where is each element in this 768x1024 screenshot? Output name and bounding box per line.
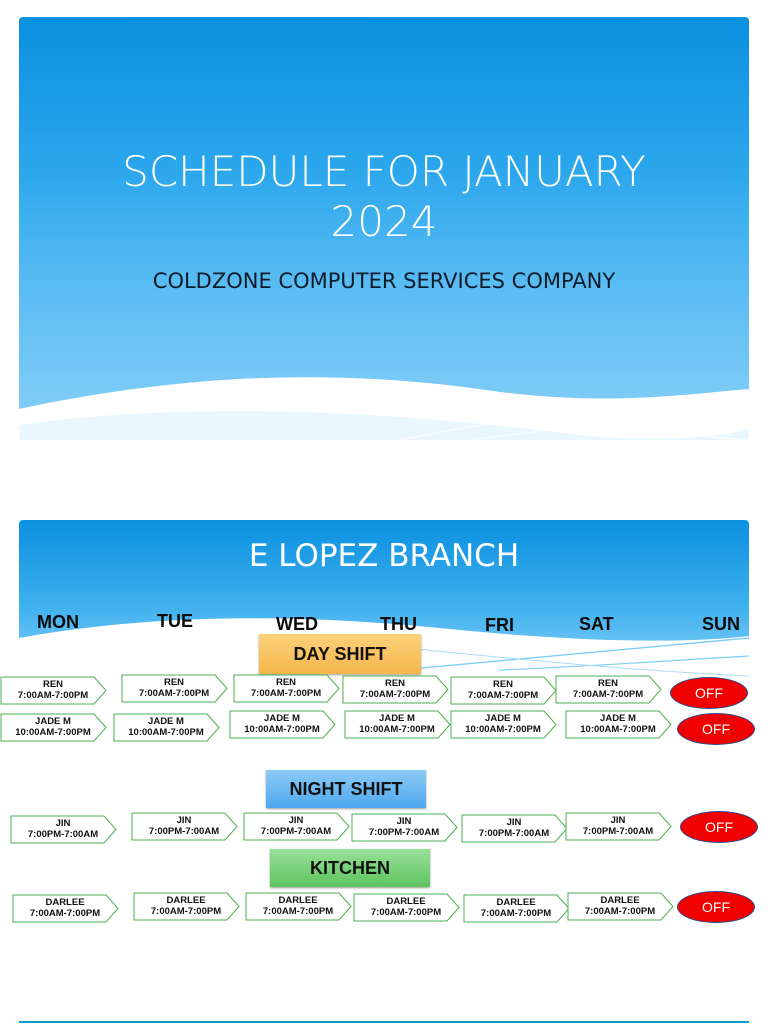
shift-time: 7:00AM-7:00PM — [370, 907, 442, 918]
shift-time: 10:00AM-7:00PM — [465, 724, 541, 735]
shift-cell-sat — [565, 812, 671, 840]
shift-cell-wed — [229, 710, 335, 738]
off-badge-sun: OFF — [677, 713, 755, 745]
employee-name: REN — [42, 679, 64, 690]
shift-cell-sat — [567, 892, 673, 920]
shift-cell-mon — [0, 713, 106, 741]
day-header-mon: MON — [37, 612, 79, 632]
shift-cell-wed — [243, 812, 349, 840]
employee-name: REN — [492, 679, 514, 690]
shift-cell-sat — [565, 710, 671, 738]
title-line-2: 2024 — [330, 197, 438, 246]
page-subtitle: COLDZONE COMPUTER SERVICES COMPANY — [152, 269, 616, 293]
shift-time: 7:00AM-7:00PM — [138, 688, 210, 699]
shift-time: 7:00PM-7:00AM — [478, 828, 550, 839]
employee-name: JIN — [176, 815, 192, 826]
shift-time: 7:00AM-7:00PM — [150, 906, 222, 917]
shift-time: 7:00AM-7:00PM — [262, 906, 334, 917]
day-header-thu: THU — [380, 614, 417, 634]
shift-time: 10:00AM-7:00PM — [244, 724, 320, 735]
shift-time: 7:00AM-7:00PM — [17, 690, 89, 701]
employee-name: JADE M — [264, 713, 300, 724]
employee-name: DARLEE — [496, 897, 536, 908]
shift-cell-sat — [555, 675, 661, 703]
employee-name: REN — [597, 678, 619, 689]
shift-time: 7:00AM-7:00PM — [467, 690, 539, 701]
shift-cell-mon — [10, 815, 116, 843]
shift-cell-fri — [461, 814, 567, 842]
shift-cell-wed — [245, 892, 351, 920]
employee-name: JIN — [288, 815, 304, 826]
shift-time: 7:00PM-7:00AM — [27, 829, 99, 840]
employee-name: JADE M — [600, 713, 636, 724]
shift-time: 7:00AM-7:00PM — [480, 908, 552, 919]
day-header-fri: FRI — [485, 615, 514, 635]
shift-cell-tue — [121, 674, 227, 702]
shift-cell-thu — [342, 675, 448, 703]
employee-name: JADE M — [148, 716, 184, 727]
employee-name: DARLEE — [386, 896, 426, 907]
employee-name: REN — [384, 678, 406, 689]
employee-name: JIN — [55, 818, 71, 829]
shift-cell-mon — [0, 676, 106, 704]
shift-cell-mon — [12, 894, 118, 922]
employee-name: JADE M — [485, 713, 521, 724]
shift-time: 7:00AM-7:00PM — [359, 689, 431, 700]
employee-name: JIN — [610, 815, 626, 826]
shift-cell-tue — [131, 812, 237, 840]
employee-name: DARLEE — [45, 897, 85, 908]
shift-cell-tue — [133, 892, 239, 920]
kitchen-label: KITCHEN — [270, 849, 430, 887]
employee-name: JIN — [506, 817, 522, 828]
shift-time: 7:00AM-7:00PM — [250, 688, 322, 699]
employee-name: REN — [275, 677, 297, 688]
night-shift-label: NIGHT SHIFT — [266, 770, 426, 808]
shift-time: 7:00PM-7:00AM — [368, 827, 440, 838]
shift-time: 10:00AM-7:00PM — [580, 724, 656, 735]
branch-title: E LOPEZ BRANCH — [248, 538, 520, 574]
shift-cell-fri — [450, 676, 556, 704]
shift-cell-fri — [463, 894, 569, 922]
employee-name: DARLEE — [278, 895, 318, 906]
title-line-1: SCHEDULE FOR JANUARY — [122, 147, 646, 196]
shift-time: 10:00AM-7:00PM — [128, 727, 204, 738]
shift-time: 10:00AM-7:00PM — [359, 724, 435, 735]
day-header-wed: WED — [276, 614, 318, 634]
shift-cell-thu — [344, 710, 450, 738]
employee-name: JIN — [396, 816, 412, 827]
day-header-sat: SAT — [579, 614, 614, 634]
off-badge-sun: OFF — [680, 811, 758, 843]
employee-name: REN — [163, 677, 185, 688]
shift-cell-thu — [351, 813, 457, 841]
footer-rule — [19, 1021, 749, 1023]
employee-name: JADE M — [35, 716, 71, 727]
employee-name: DARLEE — [166, 895, 206, 906]
page-title — [19, 147, 749, 247]
shift-time: 7:00AM-7:00PM — [584, 906, 656, 917]
employee-name: JADE M — [379, 713, 415, 724]
shift-time: 7:00PM-7:00AM — [260, 826, 332, 837]
shift-time: 7:00PM-7:00AM — [148, 826, 220, 837]
day-header-tue: TUE — [157, 611, 193, 631]
shift-time: 7:00AM-7:00PM — [29, 908, 101, 919]
shift-cell-fri — [450, 710, 556, 738]
shift-time: 7:00AM-7:00PM — [572, 689, 644, 700]
off-badge-sun: OFF — [670, 677, 748, 709]
shift-time: 7:00PM-7:00AM — [582, 826, 654, 837]
title-slide — [19, 17, 749, 440]
shift-cell-wed — [233, 674, 339, 702]
employee-name: DARLEE — [600, 895, 640, 906]
off-badge-sun: OFF — [677, 891, 755, 923]
day-shift-label: DAY SHIFT — [259, 634, 421, 674]
day-header-sun: SUN — [702, 614, 741, 634]
shift-cell-tue — [113, 713, 219, 741]
shift-time: 10:00AM-7:00PM — [15, 727, 91, 738]
shift-cell-thu — [353, 893, 459, 921]
